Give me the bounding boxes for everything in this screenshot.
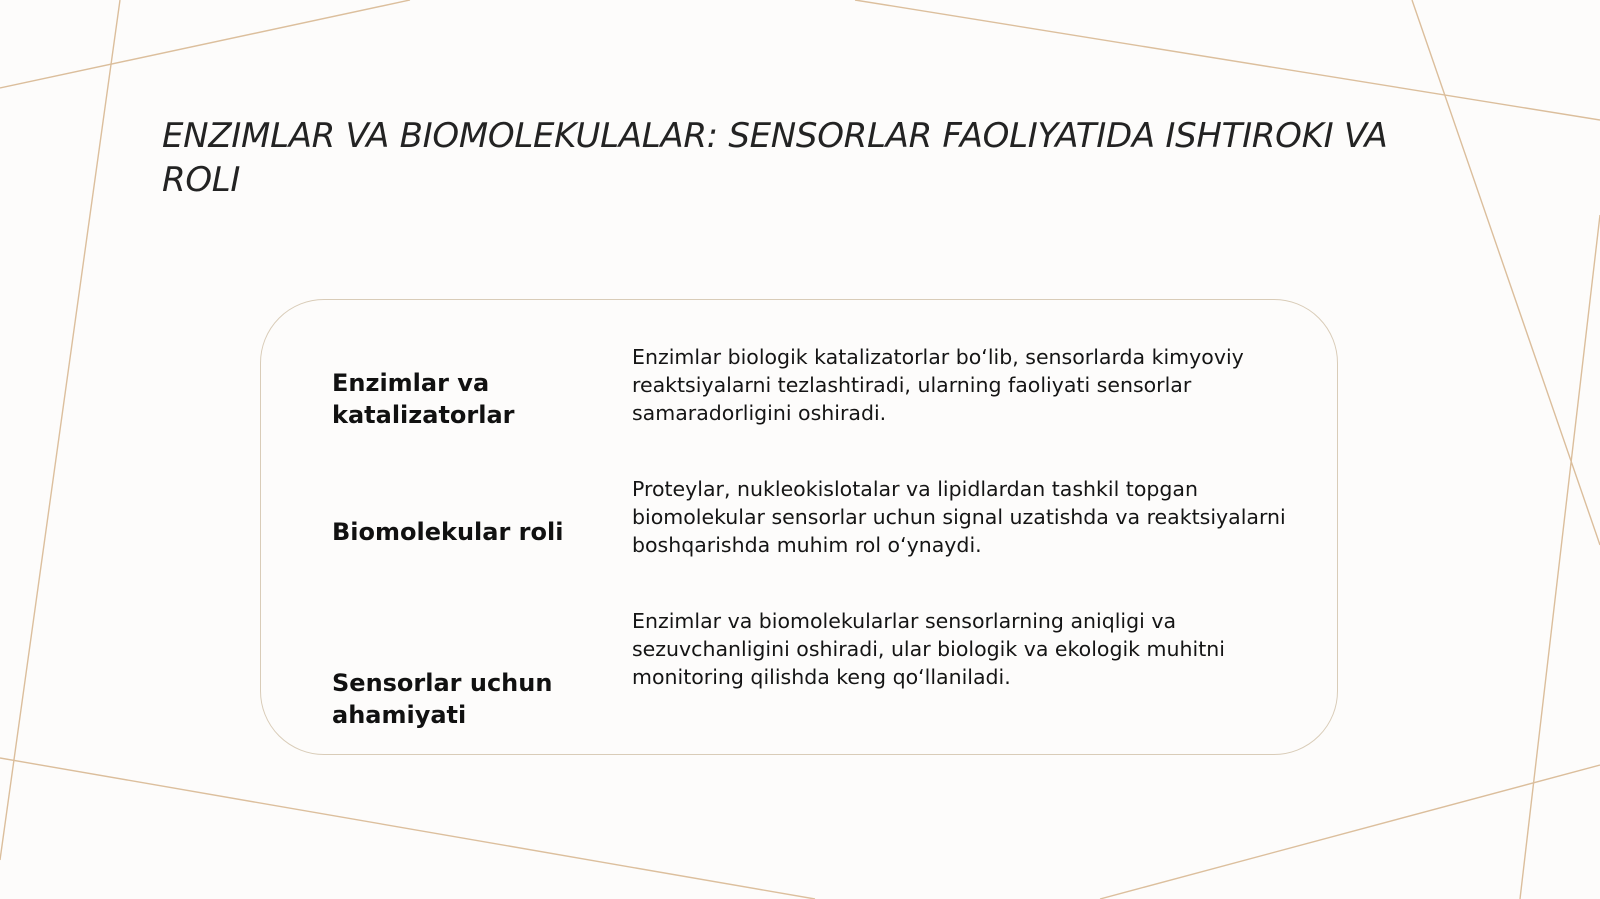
bg-line: [855, 0, 1600, 120]
row-text-biomolecules: Proteylar, nukleokislotalar va lipidlardan tashkil topgan biomolekular sensorlar uchun signal uzatishda va reaktsiyalarni boshqarishda muhim rol o‘ynaydi.: [632, 477, 1286, 557]
row-heading-biomolecules: Biomolekular roli: [332, 518, 564, 546]
row-heading-enzymes: Enzimlar va katalizatorlar: [332, 369, 515, 429]
bg-line: [1412, 0, 1600, 545]
slide-title: ENZIMLAR VA BIOMOLEKULALAR: SENSORLAR FAOLIYATIDA ISHTIROKI VA ROLI: [162, 116, 1388, 200]
bg-line: [1100, 765, 1600, 899]
row-heading-importance: Sensorlar uchun ahamiyati: [332, 669, 553, 729]
row-text-enzymes: Enzimlar biologik katalizatorlar bo‘lib, sensorlarda kimyoviy reaktsiyalarni tezlashtiradi, ularning faoliyati sensorlar samaradorligini oshiradi.: [632, 345, 1244, 425]
bg-line: [1520, 215, 1600, 899]
bg-line: [0, 758, 815, 899]
row-text-importance: Enzimlar va biomolekularlar sensorlarning aniqligi va sezuvchanligini oshiradi, ular biologik va ekologik muhitni monitoring qilishda keng qo‘llaniladi.: [632, 609, 1225, 689]
bg-line: [0, 0, 120, 860]
bg-line: [0, 0, 410, 88]
